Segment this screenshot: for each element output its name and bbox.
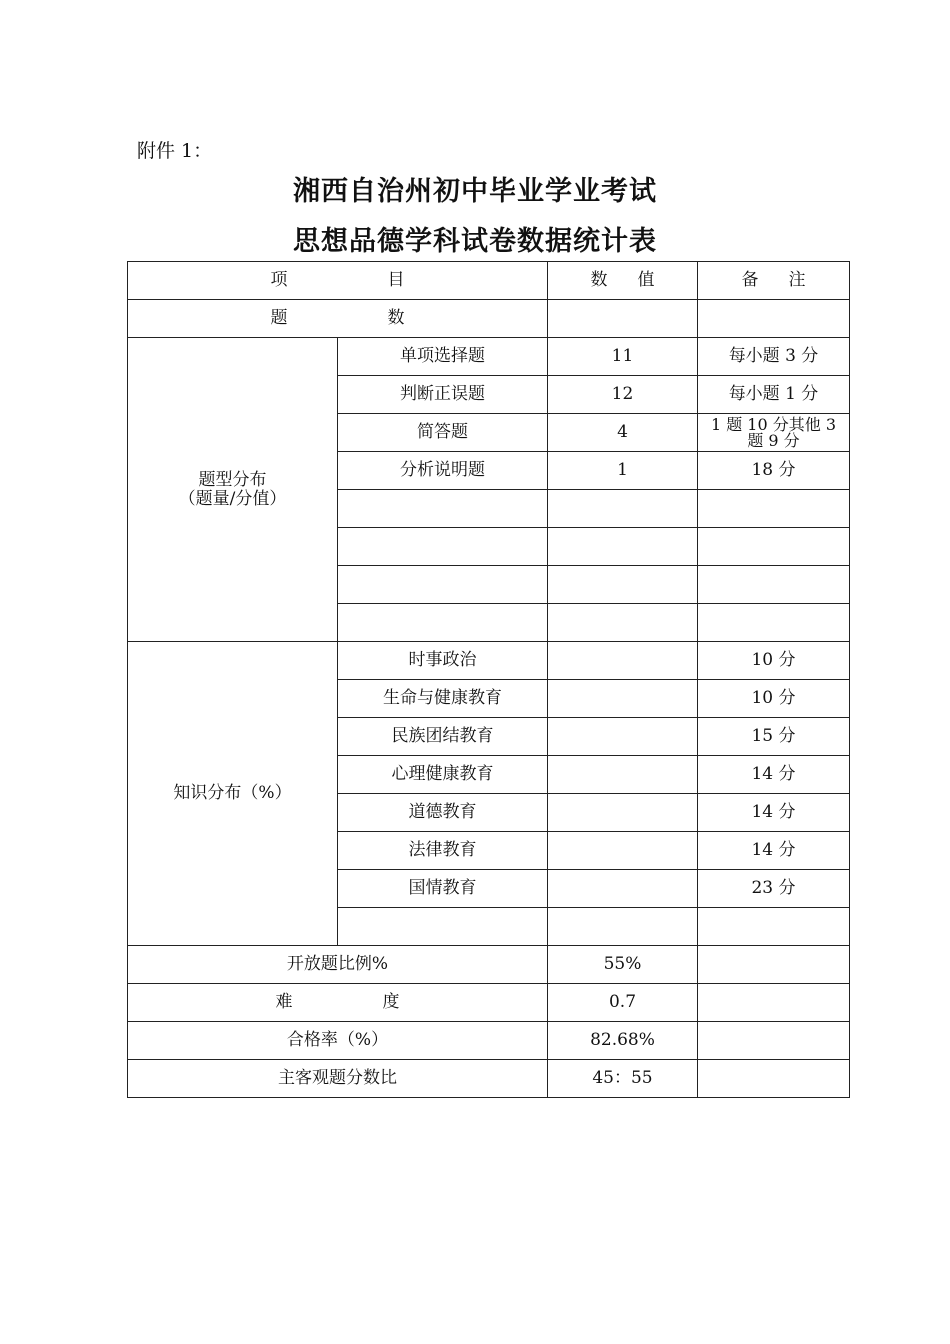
header-note-char2: 注 <box>788 270 806 291</box>
statistics-table <box>127 261 850 1098</box>
document-title-line2: 思想品德学科试卷数据统计表 <box>293 226 657 257</box>
knowledge-value <box>548 756 698 794</box>
open-ratio-value: 55% <box>548 946 698 984</box>
difficulty-char1: 难 <box>275 992 293 1013</box>
table-row <box>128 338 850 376</box>
type-distribution-label-line2: （题量/分值） <box>178 488 287 509</box>
knowledge-note: 14 分 <box>698 832 850 870</box>
type-distribution-label-line1: 题型分布 <box>198 469 267 490</box>
knowledge-name: 心理健康教育 <box>338 756 548 794</box>
subjective-ratio-row <box>128 1060 850 1098</box>
difficulty-char2: 度 <box>382 992 400 1013</box>
empty-cell <box>698 604 850 642</box>
empty-cell <box>548 490 698 528</box>
question-count-value <box>548 300 698 338</box>
attachment-label: 附件 1： <box>137 140 213 162</box>
knowledge-name: 时事政治 <box>338 642 548 680</box>
question-count-note <box>698 300 850 338</box>
knowledge-note: 14 分 <box>698 794 850 832</box>
open-ratio-row <box>128 946 850 984</box>
empty-cell <box>698 1060 850 1098</box>
difficulty-value: 0.7 <box>548 984 698 1022</box>
header-note-char1: 备 <box>741 270 759 291</box>
knowledge-note: 23 分 <box>698 870 850 908</box>
type-name: 简答题 <box>338 414 548 452</box>
question-count-label <box>128 300 548 338</box>
empty-cell <box>698 908 850 946</box>
difficulty-label <box>128 984 548 1022</box>
empty-cell <box>698 984 850 1022</box>
question-count-char2: 数 <box>387 308 405 329</box>
document-title-line1: 湘西自治州初中毕业学业考试 <box>293 176 657 207</box>
knowledge-name: 民族团结教育 <box>338 718 548 756</box>
empty-cell <box>338 490 548 528</box>
knowledge-name: 国情教育 <box>338 870 548 908</box>
empty-cell <box>698 490 850 528</box>
difficulty-row <box>128 984 850 1022</box>
type-name: 分析说明题 <box>338 452 548 490</box>
empty-cell <box>698 528 850 566</box>
header-value <box>548 262 698 300</box>
knowledge-note: 10 分 <box>698 680 850 718</box>
knowledge-name: 生命与健康教育 <box>338 680 548 718</box>
empty-cell <box>698 946 850 984</box>
empty-cell <box>548 528 698 566</box>
header-note <box>698 262 850 300</box>
knowledge-name: 道德教育 <box>338 794 548 832</box>
knowledge-note: 10 分 <box>698 642 850 680</box>
open-ratio-label: 开放题比例% <box>128 946 548 984</box>
empty-cell <box>548 566 698 604</box>
knowledge-note: 14 分 <box>698 756 850 794</box>
empty-cell <box>338 528 548 566</box>
type-value: 11 <box>548 338 698 376</box>
type-value: 12 <box>548 376 698 414</box>
header-value-char2: 值 <box>637 270 655 291</box>
empty-cell <box>548 604 698 642</box>
header-item-char1: 项 <box>270 270 288 291</box>
knowledge-value <box>548 870 698 908</box>
knowledge-value <box>548 642 698 680</box>
type-value: 4 <box>548 414 698 452</box>
empty-cell <box>698 1022 850 1060</box>
type-note <box>698 414 850 452</box>
knowledge-value <box>548 832 698 870</box>
question-count-row <box>128 300 850 338</box>
type-name: 判断正误题 <box>338 376 548 414</box>
pass-rate-row <box>128 1022 850 1060</box>
type-note: 每小题 3 分 <box>698 338 850 376</box>
type-note-line1: 1 题 10 分其他 3 <box>710 414 837 434</box>
table-header-row <box>128 262 850 300</box>
type-value: 1 <box>548 452 698 490</box>
header-item-char2: 目 <box>387 270 405 291</box>
empty-cell <box>338 604 548 642</box>
pass-rate-label: 合格率（%） <box>128 1022 548 1060</box>
question-count-char1: 题 <box>270 308 288 329</box>
knowledge-value <box>548 718 698 756</box>
subjective-ratio-value: 45：55 <box>548 1060 698 1098</box>
type-note: 每小题 1 分 <box>698 376 850 414</box>
knowledge-distribution-label: 知识分布（%） <box>128 642 338 946</box>
header-item <box>128 262 548 300</box>
empty-cell <box>338 566 548 604</box>
table-row <box>128 642 850 680</box>
header-value-char1: 数 <box>590 270 608 291</box>
type-name: 单项选择题 <box>338 338 548 376</box>
knowledge-value <box>548 680 698 718</box>
knowledge-name: 法律教育 <box>338 832 548 870</box>
knowledge-note: 15 分 <box>698 718 850 756</box>
type-distribution-label <box>128 338 338 642</box>
subjective-ratio-label: 主客观题分数比 <box>128 1060 548 1098</box>
knowledge-value <box>548 794 698 832</box>
type-note-line2: 题 9 分 <box>747 430 800 450</box>
empty-cell <box>338 908 548 946</box>
empty-cell <box>698 566 850 604</box>
type-note: 18 分 <box>698 452 850 490</box>
empty-cell <box>548 908 698 946</box>
pass-rate-value: 82.68% <box>548 1022 698 1060</box>
